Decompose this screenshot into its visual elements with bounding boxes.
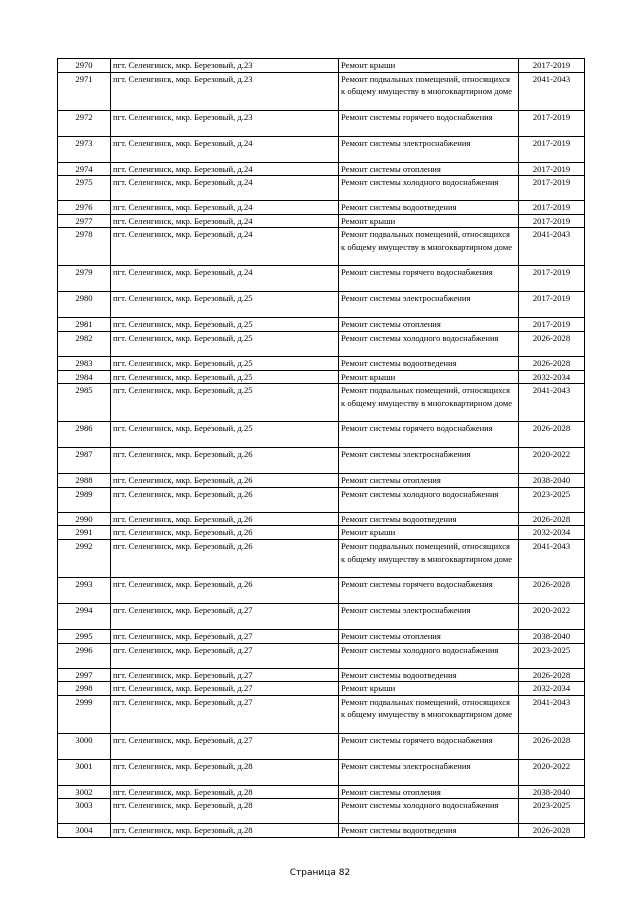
cell-work-type: Ремонт системы электроснабжения — [339, 759, 519, 785]
cell-period: 2026-2028 — [519, 422, 585, 448]
cell-work-type: Ремонт системы холодного водоснабжения — [339, 176, 519, 201]
cell-address: пгт. Селенгинск, мкр. Березовый, д.24 — [111, 162, 339, 176]
cell-address: пгт. Селенгинск, мкр. Березовый, д.23 — [111, 110, 339, 136]
cell-number: 2997 — [58, 668, 111, 682]
table-row — [58, 370, 585, 384]
cell-number: 2992 — [58, 539, 111, 577]
cell-work-type: Ремонт подвальных помещений, относящихся к общему имуществу в многоквартирном доме — [339, 72, 519, 110]
cell-number: 2972 — [58, 110, 111, 136]
cell-number: 2988 — [58, 474, 111, 488]
table-row — [58, 384, 585, 422]
cell-period: 2026-2028 — [519, 733, 585, 759]
cell-address: пгт. Селенгинск, мкр. Березовый, д.26 — [111, 577, 339, 603]
cell-address: пгт. Селенгинск, мкр. Березовый, д.25 — [111, 422, 339, 448]
cell-period: 2026-2028 — [519, 577, 585, 603]
table-row — [58, 577, 585, 603]
cell-number: 2999 — [58, 695, 111, 733]
cell-address: пгт. Селенгинск, мкр. Березовый, д.24 — [111, 201, 339, 215]
cell-address: пгт. Селенгинск, мкр. Березовый, д.26 — [111, 448, 339, 474]
cell-period: 2026-2028 — [519, 356, 585, 370]
cell-work-type: Ремонт системы водоотведения — [339, 512, 519, 526]
cell-period: 2017-2019 — [519, 318, 585, 332]
cell-work-type: Ремонт подвальных помещений, относящихся к общему имуществу в многоквартирном доме — [339, 228, 519, 266]
cell-number: 2990 — [58, 512, 111, 526]
table-row — [58, 785, 585, 799]
cell-work-type: Ремонт системы отопления — [339, 785, 519, 799]
cell-work-type: Ремонт системы отопления — [339, 474, 519, 488]
cell-work-type: Ремонт системы холодного водоснабжения — [339, 643, 519, 668]
table-row — [58, 331, 585, 356]
cell-number: 2979 — [58, 266, 111, 292]
cell-number: 2994 — [58, 603, 111, 629]
table-row — [58, 733, 585, 759]
cell-work-type: Ремонт системы водоотведения — [339, 201, 519, 215]
cell-number: 2985 — [58, 384, 111, 422]
cell-address: пгт. Селенгинск, мкр. Березовый, д.23 — [111, 72, 339, 110]
table-row — [58, 682, 585, 696]
table-row — [58, 318, 585, 332]
cell-address: пгт. Селенгинск, мкр. Березовый, д.28 — [111, 799, 339, 824]
table-row — [58, 526, 585, 540]
cell-work-type: Ремонт системы электроснабжения — [339, 603, 519, 629]
repair-schedule-table — [57, 58, 585, 838]
table-row — [58, 799, 585, 824]
cell-address: пгт. Селенгинск, мкр. Березовый, д.27 — [111, 603, 339, 629]
cell-address: пгт. Селенгинск, мкр. Березовый, д.28 — [111, 759, 339, 785]
cell-number: 3000 — [58, 733, 111, 759]
table-row — [58, 512, 585, 526]
cell-work-type: Ремонт крыши — [339, 370, 519, 384]
cell-number: 2991 — [58, 526, 111, 540]
cell-address: пгт. Селенгинск, мкр. Березовый, д.27 — [111, 695, 339, 733]
page-number: Страница 82 — [289, 868, 351, 878]
cell-work-type: Ремонт системы электроснабжения — [339, 448, 519, 474]
cell-period: 2038-2040 — [519, 785, 585, 799]
table-row — [58, 201, 585, 215]
cell-work-type: Ремонт подвальных помещений, относящихся к общему имуществу в многоквартирном доме — [339, 539, 519, 577]
cell-work-type: Ремонт подвальных помещений, относящихся к общему имуществу в многоквартирном доме — [339, 695, 519, 733]
cell-work-type: Ремонт системы горячего водоснабжения — [339, 110, 519, 136]
table-row — [58, 214, 585, 228]
table-body — [58, 59, 585, 838]
cell-period: 2017-2019 — [519, 214, 585, 228]
cell-address: пгт. Селенгинск, мкр. Березовый, д.27 — [111, 629, 339, 643]
cell-work-type: Ремонт крыши — [339, 214, 519, 228]
cell-address: пгт. Селенгинск, мкр. Березовый, д.27 — [111, 733, 339, 759]
cell-address: пгт. Селенгинск, мкр. Березовый, д.24 — [111, 266, 339, 292]
cell-number: 2995 — [58, 629, 111, 643]
cell-period: 2026-2028 — [519, 512, 585, 526]
cell-address: пгт. Селенгинск, мкр. Березовый, д.26 — [111, 539, 339, 577]
table-row — [58, 266, 585, 292]
cell-address: пгт. Селенгинск, мкр. Березовый, д.28 — [111, 824, 339, 838]
table-row — [58, 176, 585, 201]
cell-period: 2017-2019 — [519, 292, 585, 318]
cell-period: 2038-2040 — [519, 474, 585, 488]
cell-address: пгт. Селенгинск, мкр. Березовый, д.24 — [111, 136, 339, 162]
cell-period: 2032-2034 — [519, 370, 585, 384]
cell-period: 2017-2019 — [519, 162, 585, 176]
cell-address: пгт. Селенгинск, мкр. Березовый, д.26 — [111, 512, 339, 526]
cell-work-type: Ремонт системы водоотведения — [339, 824, 519, 838]
cell-period: 2017-2019 — [519, 201, 585, 215]
cell-address: пгт. Селенгинск, мкр. Березовый, д.24 — [111, 214, 339, 228]
cell-period: 2023-2025 — [519, 799, 585, 824]
cell-period: 2026-2028 — [519, 824, 585, 838]
cell-number: 2984 — [58, 370, 111, 384]
cell-number: 2977 — [58, 214, 111, 228]
cell-number: 2981 — [58, 318, 111, 332]
cell-period: 2041-2043 — [519, 228, 585, 266]
table-row — [58, 292, 585, 318]
cell-number: 2971 — [58, 72, 111, 110]
cell-period: 2020-2022 — [519, 759, 585, 785]
table-row — [58, 695, 585, 733]
cell-period: 2017-2019 — [519, 136, 585, 162]
cell-address: пгт. Селенгинск, мкр. Березовый, д.23 — [111, 59, 339, 73]
cell-work-type: Ремонт системы холодного водоснабжения — [339, 487, 519, 512]
cell-number: 2974 — [58, 162, 111, 176]
cell-work-type: Ремонт системы водоотведения — [339, 668, 519, 682]
cell-period: 2017-2019 — [519, 59, 585, 73]
cell-work-type: Ремонт системы холодного водоснабжения — [339, 331, 519, 356]
table-row — [58, 474, 585, 488]
cell-period: 2041-2043 — [519, 695, 585, 733]
cell-number: 3001 — [58, 759, 111, 785]
cell-number: 2970 — [58, 59, 111, 73]
cell-work-type: Ремонт системы холодного водоснабжения — [339, 799, 519, 824]
cell-work-type: Ремонт подвальных помещений, относящихся к общему имуществу в многоквартирном доме — [339, 384, 519, 422]
cell-number: 2978 — [58, 228, 111, 266]
cell-address: пгт. Селенгинск, мкр. Березовый, д.25 — [111, 356, 339, 370]
cell-address: пгт. Селенгинск, мкр. Березовый, д.25 — [111, 370, 339, 384]
cell-address: пгт. Селенгинск, мкр. Березовый, д.25 — [111, 331, 339, 356]
table-row — [58, 356, 585, 370]
table-row — [58, 72, 585, 110]
table-row — [58, 603, 585, 629]
cell-work-type: Ремонт системы водоотведения — [339, 356, 519, 370]
cell-number: 2973 — [58, 136, 111, 162]
cell-address: пгт. Селенгинск, мкр. Березовый, д.24 — [111, 176, 339, 201]
table-row — [58, 539, 585, 577]
cell-period: 2032-2034 — [519, 526, 585, 540]
table-row — [58, 643, 585, 668]
cell-period: 2020-2022 — [519, 603, 585, 629]
table-row — [58, 136, 585, 162]
cell-period: 2041-2043 — [519, 72, 585, 110]
cell-number: 3003 — [58, 799, 111, 824]
cell-address: пгт. Селенгинск, мкр. Березовый, д.25 — [111, 318, 339, 332]
table-row — [58, 228, 585, 266]
table-row — [58, 422, 585, 448]
cell-number: 2987 — [58, 448, 111, 474]
cell-period: 2017-2019 — [519, 110, 585, 136]
cell-number: 2976 — [58, 201, 111, 215]
cell-work-type: Ремонт системы электроснабжения — [339, 292, 519, 318]
cell-address: пгт. Селенгинск, мкр. Березовый, д.27 — [111, 643, 339, 668]
cell-period: 2023-2025 — [519, 487, 585, 512]
cell-work-type: Ремонт крыши — [339, 526, 519, 540]
table-row — [58, 162, 585, 176]
cell-period: 2020-2022 — [519, 448, 585, 474]
cell-address: пгт. Селенгинск, мкр. Березовый, д.28 — [111, 785, 339, 799]
cell-period: 2023-2025 — [519, 643, 585, 668]
cell-work-type: Ремонт системы горячего водоснабжения — [339, 266, 519, 292]
cell-work-type: Ремонт системы электроснабжения — [339, 136, 519, 162]
cell-number: 3004 — [58, 824, 111, 838]
cell-period: 2026-2028 — [519, 668, 585, 682]
cell-number: 2980 — [58, 292, 111, 318]
cell-period: 2026-2028 — [519, 331, 585, 356]
table-row — [58, 110, 585, 136]
cell-period: 2017-2019 — [519, 266, 585, 292]
table-row — [58, 448, 585, 474]
cell-number: 2998 — [58, 682, 111, 696]
cell-work-type: Ремонт системы горячего водоснабжения — [339, 422, 519, 448]
cell-number: 2983 — [58, 356, 111, 370]
cell-address: пгт. Селенгинск, мкр. Березовый, д.25 — [111, 384, 339, 422]
cell-number: 2996 — [58, 643, 111, 668]
cell-work-type: Ремонт системы горячего водоснабжения — [339, 577, 519, 603]
cell-address: пгт. Селенгинск, мкр. Березовый, д.26 — [111, 487, 339, 512]
cell-work-type: Ремонт системы отопления — [339, 318, 519, 332]
table-row — [58, 59, 585, 73]
cell-work-type: Ремонт системы горячего водоснабжения — [339, 733, 519, 759]
cell-period: 2032-2034 — [519, 682, 585, 696]
table-row — [58, 824, 585, 838]
cell-address: пгт. Селенгинск, мкр. Березовый, д.27 — [111, 682, 339, 696]
cell-number: 2993 — [58, 577, 111, 603]
cell-period: 2041-2043 — [519, 539, 585, 577]
cell-address: пгт. Селенгинск, мкр. Березовый, д.26 — [111, 474, 339, 488]
table-row — [58, 759, 585, 785]
cell-number: 2975 — [58, 176, 111, 201]
table-row — [58, 668, 585, 682]
cell-number: 2982 — [58, 331, 111, 356]
cell-period: 2017-2019 — [519, 176, 585, 201]
cell-period: 2041-2043 — [519, 384, 585, 422]
cell-address: пгт. Селенгинск, мкр. Березовый, д.27 — [111, 668, 339, 682]
cell-address: пгт. Селенгинск, мкр. Березовый, д.24 — [111, 228, 339, 266]
cell-number: 2986 — [58, 422, 111, 448]
cell-work-type: Ремонт системы отопления — [339, 162, 519, 176]
cell-number: 2989 — [58, 487, 111, 512]
table-row — [58, 487, 585, 512]
cell-work-type: Ремонт системы отопления — [339, 629, 519, 643]
cell-period: 2038-2040 — [519, 629, 585, 643]
cell-work-type: Ремонт крыши — [339, 59, 519, 73]
cell-address: пгт. Селенгинск, мкр. Березовый, д.26 — [111, 526, 339, 540]
cell-work-type: Ремонт крыши — [339, 682, 519, 696]
table-row — [58, 629, 585, 643]
cell-number: 3002 — [58, 785, 111, 799]
cell-address: пгт. Селенгинск, мкр. Березовый, д.25 — [111, 292, 339, 318]
